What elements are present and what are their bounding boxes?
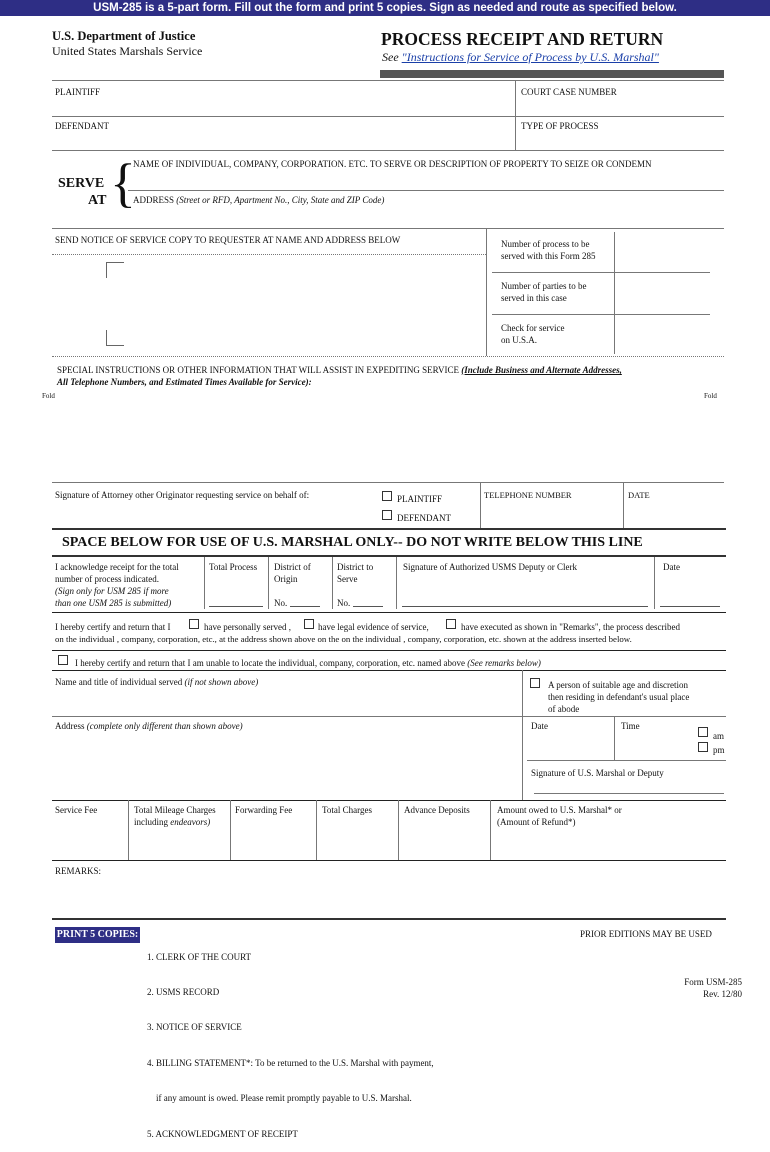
divider — [492, 314, 710, 315]
copy-item: 5. ACKNOWLEDGMENT OF RECEIPT — [147, 1128, 298, 1139]
copy-item: 1. CLERK OF THE COURT — [147, 951, 252, 962]
copies-list — [147, 928, 434, 1152]
name-of-individual-label: NAME OF INDIVIDUAL, COMPANY, CORPORATION. ETC. TO SERVE OR DESCRIPTION OF PROPERTY TO SEIZE OR CONDEMN — [133, 159, 652, 169]
divider — [654, 557, 655, 609]
dotted-divider — [52, 254, 486, 255]
certify-description: on the individual , company, corporation, etc., at the address shown above on the on the individual , company, corporation, etc. shown at the address inserted below. — [55, 634, 632, 644]
header-bar — [380, 70, 724, 78]
divider — [490, 800, 491, 860]
address-window-corner-top — [106, 262, 124, 278]
divider — [623, 482, 624, 528]
pm-checkbox[interactable] — [698, 742, 708, 752]
forwarding-fee-label: Forwarding Fee — [235, 805, 293, 815]
am-checkbox[interactable] — [698, 727, 708, 737]
special-instructions-label: SPECIAL INSTRUCTIONS OR OTHER INFORMATION THAT WILL ASSIST IN EXPEDITING SERVICE (Include Business and Alternate Addresses, — [57, 365, 622, 375]
service-fee-label: Service Fee — [55, 805, 98, 815]
send-notice-label: SEND NOTICE OF SERVICE COPY TO REQUESTER AT NAME AND ADDRESS BELOW — [55, 235, 401, 245]
court-case-number-label: COURT CASE NUMBER — [521, 87, 617, 97]
divider — [128, 190, 724, 191]
num-process-label: Number of process to be served with this Form 285 — [501, 239, 596, 261]
copy-item: if any amount is owed. Please remit promptly payable to U.S. Marshal. — [147, 1093, 412, 1104]
divider — [486, 228, 487, 356]
divider — [230, 800, 231, 860]
divider — [515, 80, 516, 150]
divider — [268, 557, 269, 609]
serve-label: SERVE — [58, 176, 105, 191]
served-date-label: Date — [531, 721, 548, 731]
prior-editions-label: PRIOR EDITIONS MAY BE USED — [580, 929, 712, 939]
legal-evidence-checkbox[interactable] — [304, 619, 314, 629]
top-banner: USM-285 is a 5-part form. Fill out the form and print 5 copies. Sign as needed and route as specified below. — [0, 0, 770, 16]
heavy-divider — [52, 528, 726, 530]
remarks-label: REMARKS: — [55, 866, 102, 876]
heavy-divider — [52, 555, 726, 557]
signature-marshal-field[interactable] — [534, 793, 724, 794]
form-title: PROCESS RECEIPT AND RETURN — [381, 29, 664, 49]
divider — [52, 612, 726, 613]
signature-marshal-label: Signature of U.S. Marshal or Deputy — [531, 768, 664, 778]
total-charges-label: Total Charges — [322, 805, 372, 815]
personally-served-label: have personally served , — [204, 622, 291, 632]
signature-authorized-label: Signature of Authorized USMS Deputy or Clerk — [403, 562, 577, 572]
form-number-label: Form USM-285 — [684, 977, 742, 987]
suitable-person-label: A person of suitable age and discretion then residing in defendant's usual place of abode — [548, 680, 690, 714]
ack-date-label: Date — [663, 562, 680, 572]
dotted-divider — [52, 356, 724, 357]
divider — [52, 116, 724, 117]
divider — [52, 80, 724, 81]
divider — [480, 482, 481, 528]
check-service-label: Check for service on U.S.A. — [501, 323, 565, 345]
see-label: See — [382, 50, 399, 64]
divider — [52, 150, 724, 151]
department-name: U.S. Department of Justice — [52, 29, 196, 43]
num-parties-label: Number of parties to be served in this case — [501, 281, 587, 303]
signature-authorized-field[interactable] — [402, 606, 648, 607]
divider — [204, 557, 205, 609]
unable-to-locate-checkbox[interactable] — [58, 655, 68, 665]
divider — [492, 272, 710, 273]
copy-item: 2. USMS RECORD — [147, 986, 220, 997]
pm-label: pm — [713, 745, 725, 755]
defendant-label: DEFENDANT — [55, 121, 109, 131]
type-of-process-label: TYPE OF PROCESS — [521, 121, 599, 131]
mileage-label: Total Mileage Charges including endeavors) — [134, 805, 216, 827]
served-time-label: Time — [621, 721, 640, 731]
divider — [52, 860, 726, 861]
instructions-line — [382, 50, 659, 65]
divider — [527, 760, 726, 761]
district-origin-label: District of Origin — [274, 562, 311, 584]
divider — [52, 228, 724, 229]
divider — [52, 716, 726, 717]
divider — [332, 557, 333, 609]
revision-label: Rev. 12/80 — [703, 989, 742, 999]
date-label: DATE — [628, 490, 650, 500]
copy-item: 4. BILLING STATEMENT*: To be returned to the U.S. Marshal with payment, — [147, 1057, 434, 1068]
brace-icon: { — [110, 153, 136, 213]
certify-served-line: I hereby certify and return that I — [55, 622, 171, 632]
plaintiff-option-label: PLAINTIFF — [397, 494, 443, 504]
ack-date-field[interactable] — [660, 606, 720, 607]
plaintiff-label: PLAINTIFF — [55, 87, 101, 97]
divider — [396, 557, 397, 609]
total-process-field[interactable] — [209, 606, 263, 607]
district-serve-no-label: No. — [337, 598, 351, 608]
service-name: United States Marshals Service — [52, 44, 203, 58]
address-window-corner-bottom — [106, 330, 124, 346]
defendant-option-label: DEFENDANT — [397, 513, 451, 523]
special-instructions-label-2: All Telephone Numbers, and Estimated Times Available for Service): — [57, 377, 312, 387]
divider — [128, 800, 129, 860]
divider — [316, 800, 317, 860]
executed-label: have executed as shown in "Remarks", the process described — [461, 622, 681, 632]
district-serve-field[interactable] — [353, 606, 383, 607]
copy-item: 3. NOTICE OF SERVICE — [147, 1022, 242, 1033]
divider — [52, 650, 726, 651]
defendant-checkbox[interactable] — [382, 510, 392, 520]
divider — [522, 716, 523, 800]
address-served-label: Address (complete only different than shown above) — [55, 721, 243, 731]
fold-right-label: Fold — [704, 392, 717, 400]
legal-evidence-label: have legal evidence of service, — [318, 622, 429, 632]
personally-served-checkbox[interactable] — [189, 619, 199, 629]
marshal-section-heading: SPACE BELOW FOR USE OF U.S. MARSHAL ONLY-- DO NOT WRITE BELOW THIS LINE — [62, 535, 643, 550]
fold-left-label: Fold — [42, 392, 55, 400]
total-process-label: Total Process — [209, 562, 258, 572]
advance-deposits-label: Advance Deposits — [404, 805, 470, 815]
divider — [52, 670, 726, 671]
acknowledge-receipt-label: I acknowledge receipt for the total number of process indicated. (Sign only for USM 285 if more than one USM 285 is submitted) — [55, 562, 179, 608]
amount-owed-label: Amount owed to U.S. Marshal* or (Amount of Refund*) — [497, 805, 622, 827]
heavy-divider — [52, 918, 726, 920]
unable-to-locate-label: I hereby certify and return that I am unable to locate the individual, company, corporation, etc. named above (See remarks below) — [75, 658, 541, 668]
am-label: am — [713, 731, 724, 741]
plaintiff-checkbox[interactable] — [382, 491, 392, 501]
telephone-number-label: TELEPHONE NUMBER — [484, 490, 572, 500]
executed-checkbox[interactable] — [446, 619, 456, 629]
name-title-label: Name and title of individual served (if not shown above) — [55, 677, 259, 687]
divider — [522, 670, 523, 716]
divider — [52, 800, 726, 801]
district-origin-field[interactable] — [290, 606, 320, 607]
suitable-person-checkbox[interactable] — [530, 678, 540, 688]
divider — [614, 232, 615, 354]
district-origin-no-label: No. — [274, 598, 288, 608]
at-label: AT — [88, 193, 107, 208]
divider — [398, 800, 399, 860]
address-label: ADDRESS (Street or RFD, Apartment No., City, State and ZIP Code) — [133, 195, 385, 205]
district-serve-label: District to Serve — [337, 562, 374, 584]
instructions-link[interactable]: "Instructions for Service of Process by U.S. Marshal" — [401, 50, 659, 64]
print-copies-label: PRINT 5 COPIES: — [55, 927, 140, 943]
signature-attorney-label: Signature of Attorney other Originator requesting service on behalf of: — [55, 490, 310, 500]
divider — [614, 716, 615, 760]
